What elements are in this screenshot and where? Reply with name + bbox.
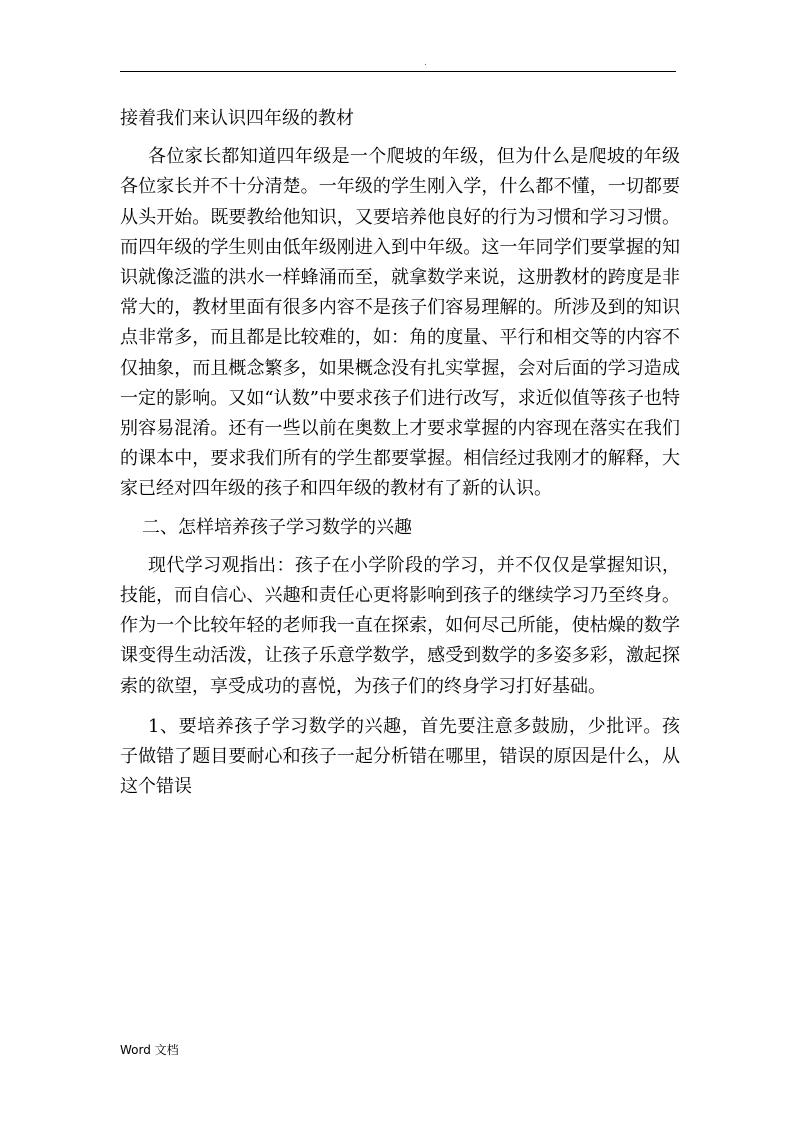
section-heading: 接着我们来认识四年级的教材 [120, 108, 354, 129]
header-rule [120, 71, 676, 72]
footer-label: Word 文档 [120, 1043, 179, 1057]
document-body [120, 104, 680, 802]
section-2-title: 二、怎样培养孩子学习数学的兴趣 [142, 516, 412, 538]
paragraph-interest: 现代学习观指出：孩子在小学阶段的学习，并不仅仅是掌握知识，技能，而自信心、兴趣和责任心更将影响到孩子的继续学习乃至终身。作为一个比较年轻的老师我一直在探索，如何尽己所能，使枯燥的数学课变得生动活泼，让孩子乐意学数学，感受到数学的多姿多彩，激起探索的欲望，享受成功的喜悦，为孩子们的终身学习打好基础。 [120, 554, 680, 697]
header-mark: . [424, 58, 427, 68]
paragraph-textbook: 各位家长都知道四年级是一个爬坡的年级，但为什么是爬坡的年级各位家长并不十分清楚。一年级的学生刚入学，什么都不懂，一切都要从头开始。既要教给他知识，又要培养他良好的行为习惯和学习习惯。而四年级的学生则由低年级刚进入到中年级。这一年同学们要掌握的知识就像泛滥的洪水一样蜂涌而至，就拿数学来说，这册教材的跨度是非常大的，教材里面有很多内容不是孩子们容易理解的。所涉及到的知识点非常多，而且都是比较难的，如：角的度量、平行和相交等的内容不仅抽象，而且概念繁多，如果概念没有扎实掌握，会对后面的学习造成一定的影响。又如“认数”中要求孩子们进行改写，求近似值等孩子也特别容易混淆。还有一些以前在奥数上才要求掌握的内容现在落实在我们的课本中，要求我们所有的学生都要掌握。相信经过我刚才的解释，大家已经对四年级的孩子和四年级的教材有了新的认识。 [120, 146, 680, 500]
paragraph-encourage: 1、要培养孩子学习数学的兴趣，首先要注意多鼓励，少批评。孩子做错了题目要耐心和孩子一起分析错在哪里，错误的原因是什么，从这个错误 [120, 715, 680, 798]
